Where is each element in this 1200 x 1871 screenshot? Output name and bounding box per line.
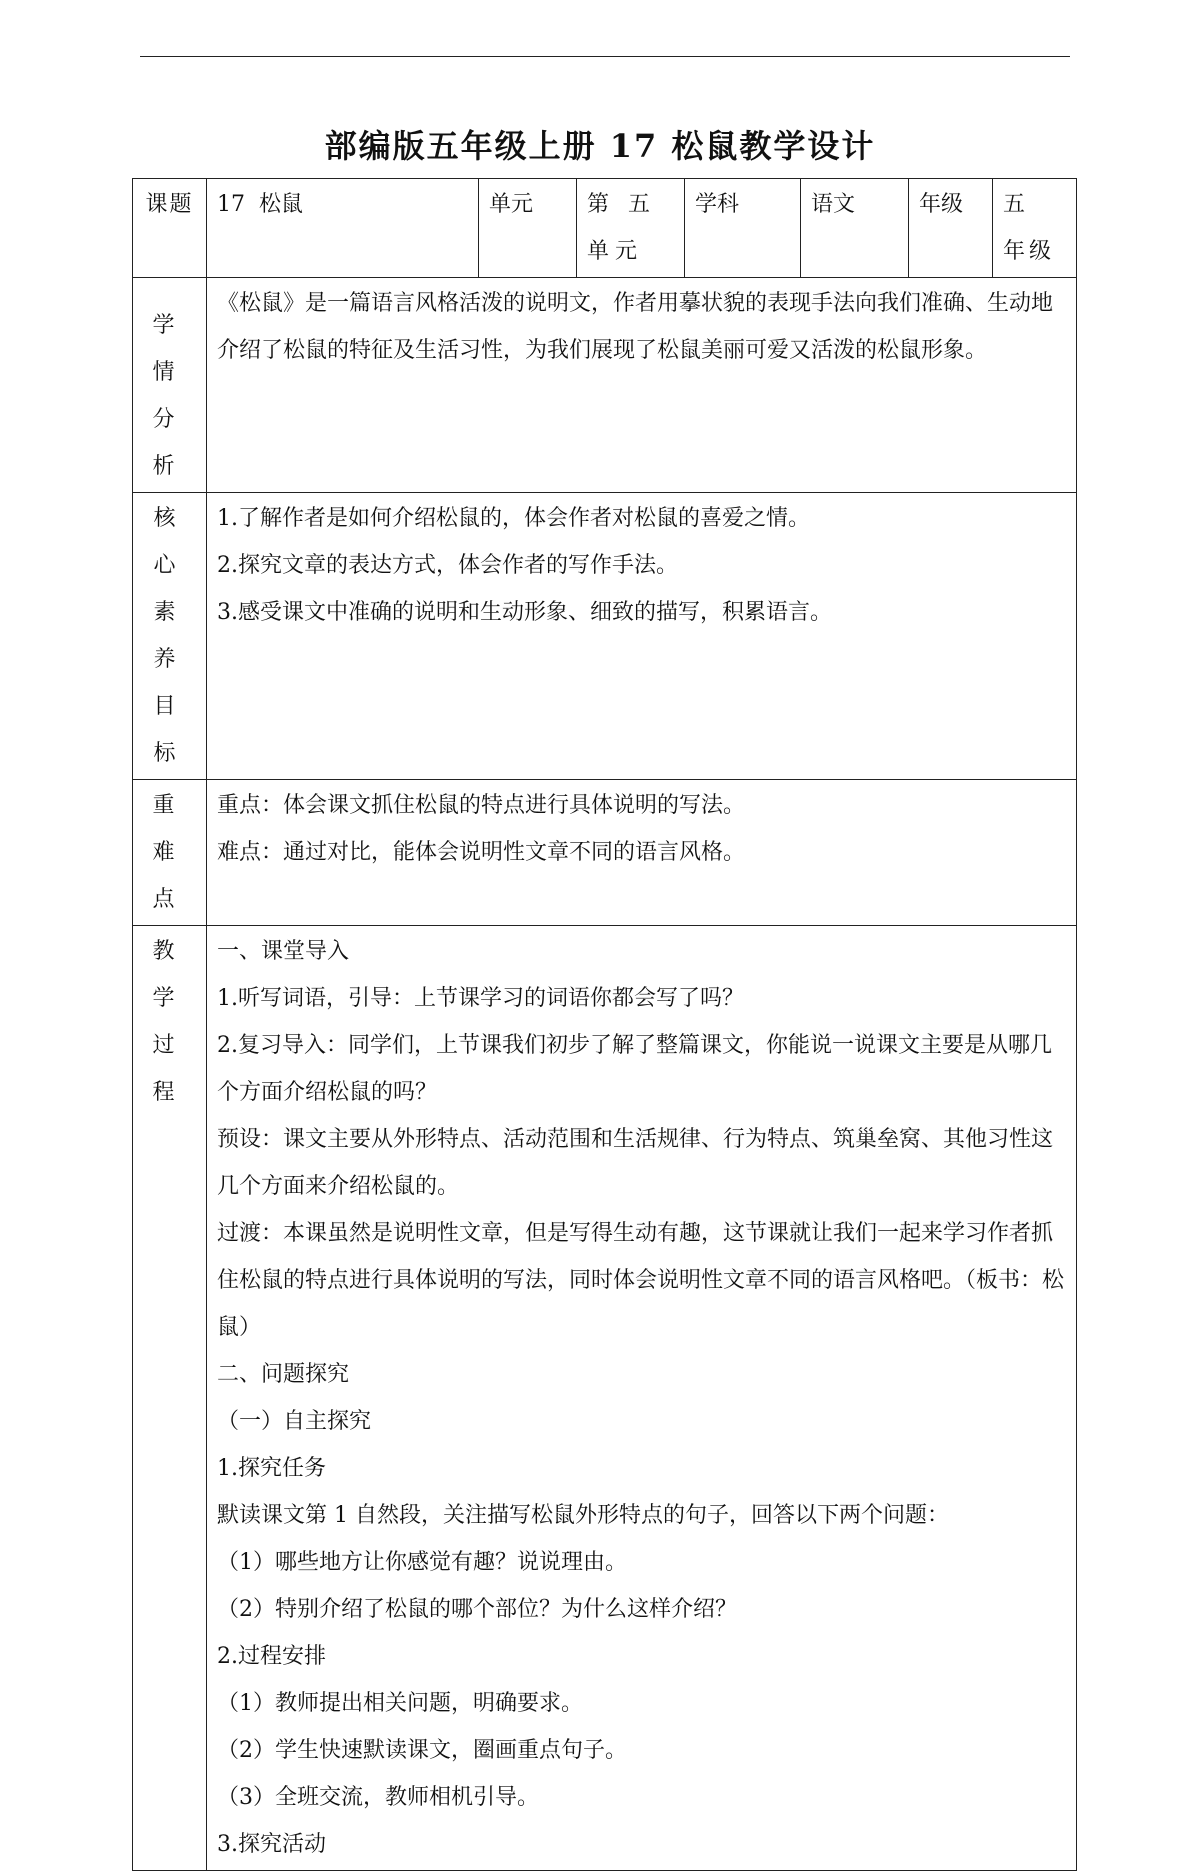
subject-value: 语文 bbox=[801, 179, 909, 278]
grade-value: 五 年级 bbox=[993, 179, 1077, 278]
process-paragraph: 默读课文第 1 自然段，关注描写松鼠外形特点的句子，回答以下两个问题： bbox=[217, 1503, 949, 1528]
goal-item: 1.了解作者是如何介绍松鼠的，体会作者对松鼠的喜爱之情。 bbox=[217, 506, 810, 531]
process-label: 教学过程 bbox=[133, 926, 207, 1871]
header-rule bbox=[140, 56, 1070, 57]
process-paragraph: 2.过程安排 bbox=[217, 1644, 326, 1669]
process-paragraph: 1.听写词语，引导：上节课学习的词语你都会写了吗？ bbox=[217, 986, 744, 1011]
header-row bbox=[133, 179, 1077, 278]
process-paragraph: 2.复习导入：同学们，上节课我们初步了解了整篇课文，你能说一说课文主要是从哪几个方面介绍松鼠的吗？ bbox=[217, 1033, 1052, 1105]
grade-label: 年级 bbox=[909, 179, 993, 278]
process-paragraph: （1）哪些地方让你感觉有趣？说说理由。 bbox=[217, 1550, 627, 1575]
process-paragraph: （2）特别介绍了松鼠的哪个部位？为什么这样介绍？ bbox=[217, 1597, 737, 1622]
goals-row bbox=[133, 493, 1077, 780]
unit-label: 单元 bbox=[479, 179, 577, 278]
goal-item: 3.感受课文中准确的说明和生动形象、细致的描写，积累语言。 bbox=[217, 600, 832, 625]
process-paragraph: （1）教师提出相关问题，明确要求。 bbox=[217, 1691, 583, 1716]
goal-item: 2.探究文章的表达方式，体会作者的写作手法。 bbox=[217, 553, 678, 578]
process-paragraph: （2）学生快速默读课文，圈画重点句子。 bbox=[217, 1738, 627, 1763]
process-paragraph: 二、问题探究 bbox=[217, 1362, 350, 1387]
process-paragraph: （3）全班交流，教师相机引导。 bbox=[217, 1785, 539, 1810]
analysis-label: 学情分析 bbox=[133, 278, 207, 493]
document-title: 部编版五年级上册 17 松鼠教学设计 bbox=[324, 127, 876, 165]
process-paragraph: 3.探究活动 bbox=[217, 1832, 326, 1857]
analysis-text: 《松鼠》是一篇语言风格活泼的说明文，作者用摹状貌的表现手法向我们准确、生动地介绍了松鼠的特征及生活习性，为我们展现了松鼠美丽可爱又活泼的松鼠形象。 bbox=[207, 278, 1077, 493]
key-points-list bbox=[207, 780, 1077, 926]
key-point-item: 重点：体会课文抓住松鼠的特点进行具体说明的写法。 bbox=[217, 793, 746, 818]
analysis-row bbox=[133, 278, 1077, 493]
key-points-row bbox=[133, 780, 1077, 926]
goals-label: 核心素养目标 bbox=[133, 493, 207, 780]
key-points-label: 重难点 bbox=[133, 780, 207, 926]
lesson-plan-table bbox=[132, 178, 1077, 1871]
process-row bbox=[133, 926, 1077, 1871]
process-paragraph: 过渡：本课虽然是说明性文章，但是写得生动有趣，这节课就让我们一起来学习作者抓住松鼠的特点进行具体说明的写法，同时体会说明性文章不同的语言风格吧。（板书：松鼠） bbox=[217, 1221, 1065, 1340]
subject-label: 学科 bbox=[685, 179, 801, 278]
process-content bbox=[207, 926, 1077, 1871]
unit-value: 第 五 单元 bbox=[577, 179, 685, 278]
goals-list bbox=[207, 493, 1077, 780]
process-paragraph: 1.探究任务 bbox=[217, 1456, 326, 1481]
topic-label: 课题 bbox=[133, 179, 207, 278]
topic-value: 17 松鼠 bbox=[207, 179, 479, 278]
process-paragraph: （一）自主探究 bbox=[217, 1409, 372, 1434]
key-point-item: 难点：通过对比，能体会说明性文章不同的语言风格。 bbox=[217, 840, 746, 865]
process-paragraph: 预设：课文主要从外形特点、活动范围和生活规律、行为特点、筑巢垒窝、其他习性这几个方面来介绍松鼠的。 bbox=[217, 1127, 1054, 1199]
process-paragraph: 一、课堂导入 bbox=[217, 939, 350, 964]
